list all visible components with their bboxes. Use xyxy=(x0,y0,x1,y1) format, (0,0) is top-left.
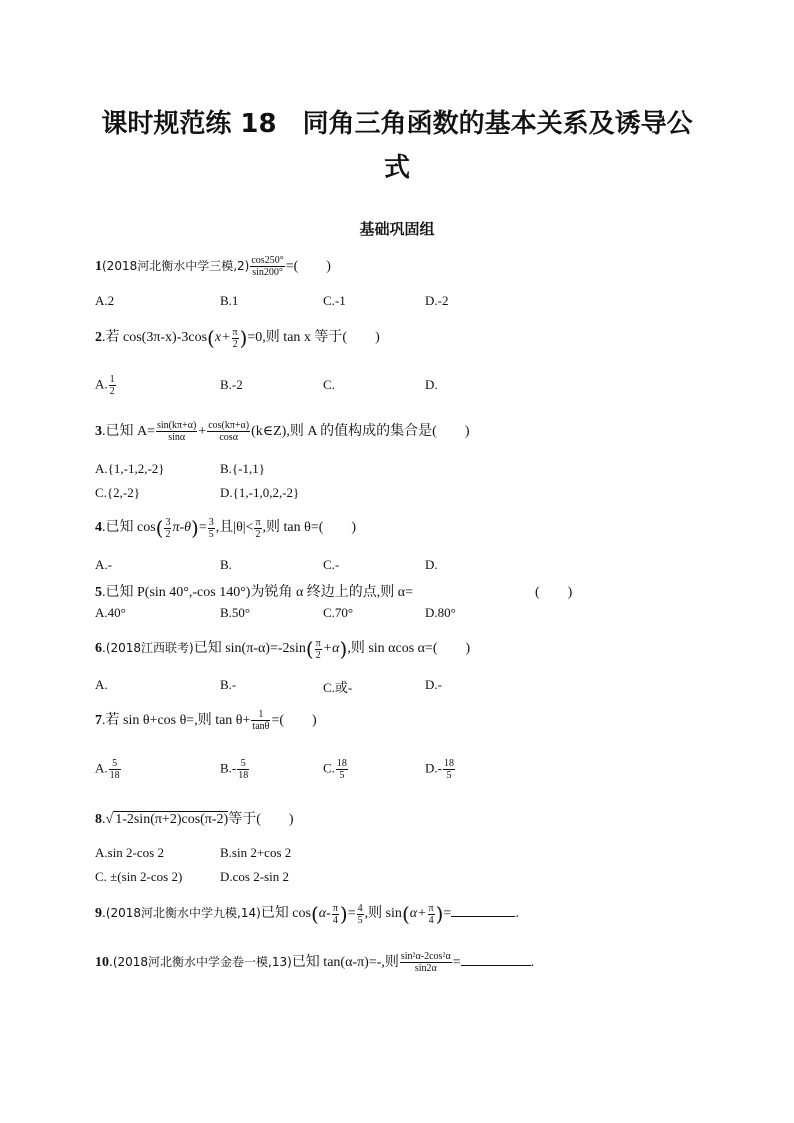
fraction-numerator: 3 xyxy=(208,516,214,528)
page-title-line1: 课时规范练 18 同角三角函数的基本关系及诱导公 xyxy=(101,109,693,139)
period: . xyxy=(530,955,535,970)
option-a: A.{1,-1,2,-2} xyxy=(95,461,165,476)
option-a: A.2 xyxy=(95,293,115,308)
option-a: A.sin 2-cos 2 xyxy=(95,845,164,860)
question-10 xyxy=(95,951,534,974)
option-d: D.-2 xyxy=(425,293,449,308)
fraction xyxy=(208,517,215,540)
question-7 xyxy=(95,709,317,732)
fraction xyxy=(232,327,239,350)
fraction-numerator: 1 xyxy=(251,709,270,721)
option-label: C. xyxy=(323,760,335,776)
paren-close: ) xyxy=(435,902,444,926)
question-tail: =0,则 tan x 等于( ) xyxy=(247,330,380,346)
question-source: (2018河北衡水中学三模,2) xyxy=(102,259,250,273)
fraction-numerator: 3 xyxy=(165,516,171,528)
fraction xyxy=(428,903,435,926)
fraction-denominator: 2 xyxy=(255,528,261,540)
option-c: C.{2,-2} xyxy=(95,485,140,500)
question-9 xyxy=(95,902,519,926)
fraction-numerator: sin(kπ+α) xyxy=(157,420,197,432)
paren-close: ) xyxy=(339,902,348,926)
expr: ,且|θ|< xyxy=(215,520,254,536)
option-b xyxy=(220,758,250,781)
option-label: D.- xyxy=(425,760,442,776)
option-c: C.- xyxy=(323,557,340,572)
paren-open: ( xyxy=(155,516,164,540)
fraction xyxy=(207,420,250,443)
option-d: D. xyxy=(425,557,438,572)
fraction xyxy=(332,903,339,926)
question-text: .已知 A= xyxy=(102,424,156,439)
fraction xyxy=(250,255,284,278)
question-tail: 等于( ) xyxy=(228,812,294,827)
answer-blank[interactable] xyxy=(451,916,515,917)
fraction-numerator: 1 xyxy=(109,374,115,385)
option-c: C. ±(sin 2-cos 2) xyxy=(95,869,183,884)
option-a: A.- xyxy=(95,557,112,572)
fraction-numerator: cos(kπ+α) xyxy=(208,420,250,432)
fraction-denominator: 5 xyxy=(339,770,345,781)
expr: ,则 sin xyxy=(364,906,402,922)
fraction-numerator: 18 xyxy=(336,758,347,769)
fraction-denominator: 18 xyxy=(238,770,249,781)
expr: α+ xyxy=(409,906,427,922)
question-tail: (k∈Z),则 A 的值构成的集合是( ) xyxy=(251,424,470,439)
question-number: 3 xyxy=(95,424,102,439)
question-number: 7 xyxy=(95,713,102,728)
question-text: .已知 cos xyxy=(102,520,156,536)
question-tail: ,则 tan θ=( ) xyxy=(262,520,357,536)
question-text: .已知 P(sin 40°,-cos 140°)为锐角 α 终边上的点,则 α= xyxy=(102,585,414,600)
option-c xyxy=(323,758,349,781)
question-text: 已知 sin(π-α)=-2sin xyxy=(193,641,306,657)
fraction-numerator: π xyxy=(232,326,238,338)
question-5 xyxy=(95,581,413,601)
question-number: 4 xyxy=(95,520,102,536)
fraction-denominator: 2 xyxy=(232,338,238,350)
question-6 xyxy=(95,637,470,661)
fraction xyxy=(156,420,197,443)
plus-sign: + xyxy=(198,424,207,439)
option-b: B. xyxy=(220,557,232,572)
page-title-line2: 式 xyxy=(383,153,410,183)
paren-close: ) xyxy=(339,637,348,661)
fraction-numerator: π xyxy=(315,637,321,649)
question-tail: =( ) xyxy=(285,259,331,274)
fraction xyxy=(315,638,322,661)
question-2 xyxy=(95,326,380,350)
question-8: 8.√ 1-2sin(π+2)cos(π-2)等于( ) xyxy=(95,812,294,827)
paren-open: ( xyxy=(207,326,215,350)
paren-open: ( xyxy=(401,902,410,926)
paren-open: ( xyxy=(310,902,319,926)
fraction-numerator: 5 xyxy=(237,758,249,770)
fraction xyxy=(357,903,364,926)
expr: +α xyxy=(322,641,340,657)
option-b: B.sin 2+cos 2 xyxy=(220,845,292,860)
fraction xyxy=(336,758,348,781)
fraction-denominator: sinα xyxy=(168,432,186,444)
fraction-numerator: π xyxy=(332,902,338,914)
fraction-denominator: 2 xyxy=(165,528,171,540)
question-source: .(2018河北衡水中学九模,14) xyxy=(102,906,261,921)
option-b: B.{-1,1} xyxy=(220,461,265,476)
fraction-numerator: sin²α-2cos²α xyxy=(400,951,451,963)
fraction-denominator: 5 xyxy=(357,914,363,926)
fraction xyxy=(237,758,249,781)
fraction xyxy=(164,517,171,540)
question-number: 8 xyxy=(95,812,102,827)
paren-close: ) xyxy=(191,516,199,540)
option-c: C.70° xyxy=(323,605,354,620)
option-b: B.50° xyxy=(220,605,251,620)
question-tail: ,则 sin αcos α=( ) xyxy=(347,641,471,657)
fraction-denominator: 5 xyxy=(446,770,452,781)
section-heading: 基础巩固组 xyxy=(359,220,435,238)
fraction-numerator: π xyxy=(428,902,434,914)
fraction xyxy=(254,517,261,540)
equals-sign: = xyxy=(347,906,356,922)
fraction-numerator: 4 xyxy=(357,902,363,914)
answer-blank[interactable] xyxy=(461,965,531,966)
fraction-denominator: sin2α xyxy=(414,963,437,975)
question-text: 已知 cos xyxy=(260,906,311,922)
option-label: B.- xyxy=(220,760,237,776)
fraction xyxy=(443,758,455,781)
option-d: D.cos 2-sin 2 xyxy=(220,869,289,884)
option-d: D.80° xyxy=(425,605,456,620)
fraction-numerator: π xyxy=(255,516,261,528)
question-tail: = xyxy=(443,906,452,922)
fraction-numerator: cos250° xyxy=(251,255,284,267)
question-text: .若 cos(3π-x)-3cos xyxy=(102,330,208,346)
option-d: D.- xyxy=(425,677,442,692)
question-number: 1 xyxy=(95,259,102,274)
question-source: .(2018河北衡水中学金卷一模,13) xyxy=(109,955,292,969)
option-label: A. xyxy=(95,760,108,776)
question-3 xyxy=(95,420,470,443)
option-b: B.-2 xyxy=(220,377,243,392)
fraction-denominator: 5 xyxy=(208,528,214,540)
option-d: D. xyxy=(425,377,438,392)
option-c: C. xyxy=(323,377,335,392)
fraction-denominator: 4 xyxy=(332,914,338,926)
fraction-denominator: 4 xyxy=(428,914,434,926)
fraction-denominator: 2 xyxy=(315,649,321,661)
question-number: 6 xyxy=(95,641,102,657)
question-number: 10 xyxy=(95,955,109,970)
period: . xyxy=(515,906,519,922)
sqrt-icon: √ xyxy=(105,812,114,827)
question-number: 5 xyxy=(95,585,102,600)
fraction xyxy=(109,374,116,397)
question-tail: =( ) xyxy=(271,713,317,728)
expr: α- xyxy=(318,906,331,922)
question-1 xyxy=(95,255,331,278)
paren-close: ) xyxy=(239,326,248,350)
question-number: 9 xyxy=(95,906,102,922)
option-d: D.{1,-1,0,2,-2} xyxy=(220,485,300,500)
paren-open: ( xyxy=(305,637,314,661)
option-c: C.或- xyxy=(323,680,353,695)
fraction xyxy=(251,709,270,732)
option-a xyxy=(95,374,117,397)
fraction-denominator: 18 xyxy=(109,770,120,781)
option-d xyxy=(425,758,456,781)
equals-sign: = xyxy=(198,520,207,536)
option-a xyxy=(95,758,122,781)
fraction-numerator: 18 xyxy=(443,758,454,769)
fraction xyxy=(109,758,121,781)
expr: π-θ xyxy=(172,520,192,536)
fraction-denominator: tanθ xyxy=(252,721,270,733)
option-c: C.-1 xyxy=(323,293,346,308)
question-text: 已知 tan(α-π)=-,则 xyxy=(291,955,399,970)
question-number: 2 xyxy=(95,330,102,346)
radicand: 1-2sin(π+2)cos(π-2) xyxy=(115,812,229,827)
option-b: B.1 xyxy=(220,293,239,308)
fraction-denominator: 2 xyxy=(109,386,115,397)
option-a: A.40° xyxy=(95,605,126,620)
option-label: A. xyxy=(95,376,108,392)
question-4 xyxy=(95,516,356,540)
fraction-denominator: cosα xyxy=(219,432,238,444)
question-text: .若 sin θ+cos θ=,则 tan θ+ xyxy=(102,713,251,728)
option-a: A. xyxy=(95,677,108,692)
fraction-numerator: 5 xyxy=(109,758,121,770)
option-b: B.- xyxy=(220,677,237,692)
fraction-denominator: sin200° xyxy=(252,267,283,279)
expr: x+ xyxy=(214,330,231,346)
answer-paren: ( ) xyxy=(535,585,573,600)
question-source: .(2018江西联考) xyxy=(102,641,194,656)
question-tail: = xyxy=(452,955,461,970)
fraction xyxy=(400,951,452,974)
